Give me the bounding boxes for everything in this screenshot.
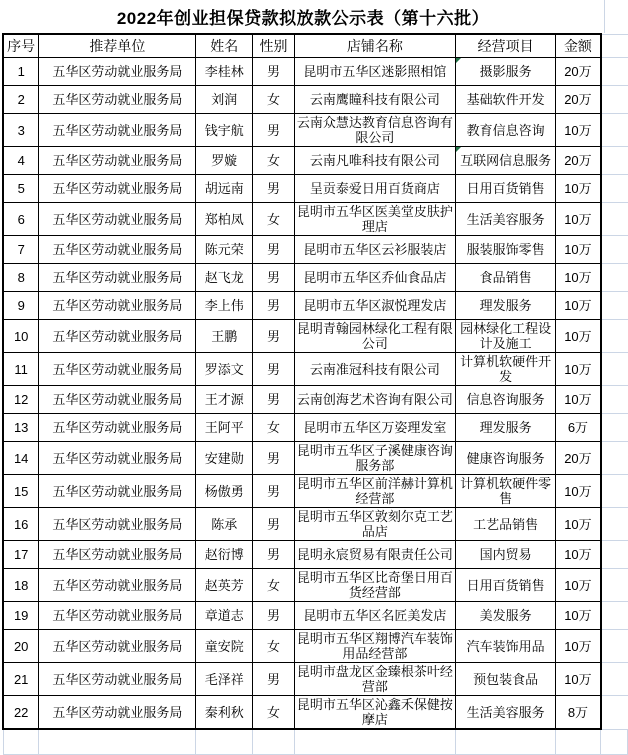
cell-name[interactable]: 童安院 xyxy=(196,630,253,663)
cell-gender[interactable]: 男 xyxy=(253,442,295,475)
cell-shop[interactable]: 昆明青翰园林绿化工程有限公司 xyxy=(294,320,455,353)
cell-serial[interactable]: 15 xyxy=(3,475,39,508)
table-body xyxy=(3,58,628,755)
cell-serial[interactable]: 18 xyxy=(3,569,39,602)
loan-announcement-table xyxy=(2,33,628,755)
table-row xyxy=(3,320,628,353)
cell-amount[interactable]: 20万 xyxy=(556,86,601,114)
cell-unit[interactable]: 五华区劳动就业服务局 xyxy=(39,114,196,147)
cell-serial[interactable]: 19 xyxy=(3,602,39,630)
header-shop[interactable]: 店铺名称 xyxy=(294,34,455,58)
cell-shop[interactable]: 昆明市五华区乔仙食品店 xyxy=(294,264,455,292)
cell-project[interactable]: 基础软件开发 xyxy=(455,86,555,114)
cell-serial[interactable]: 21 xyxy=(3,663,39,696)
cell-project[interactable]: 预包装食品 xyxy=(455,663,555,696)
cell-name[interactable]: 章道志 xyxy=(196,602,253,630)
cell-name[interactable]: 郑柏凤 xyxy=(196,203,253,236)
empty-grid-cell[interactable] xyxy=(601,353,628,386)
table-row xyxy=(3,86,628,114)
cell-unit[interactable]: 五华区劳动就业服务局 xyxy=(39,442,196,475)
table-row xyxy=(3,264,628,292)
cell-shop[interactable]: 云南众慧达教育信息咨询有限公司 xyxy=(294,114,455,147)
empty-grid-cell[interactable] xyxy=(601,58,628,86)
cell-project[interactable]: 互联网信息服务 xyxy=(455,147,555,175)
cell-unit[interactable]: 五华区劳动就业服务局 xyxy=(39,541,196,569)
empty-grid-cell[interactable] xyxy=(601,114,628,147)
cell-unit[interactable]: 五华区劳动就业服务局 xyxy=(39,292,196,320)
cell-shop[interactable]: 云南创海艺术咨询有限公司 xyxy=(294,386,455,414)
cell-name[interactable]: 陈承 xyxy=(196,508,253,541)
cell-amount[interactable]: 10万 xyxy=(556,175,601,203)
cell-project[interactable]: 理发服务 xyxy=(455,414,555,442)
cell-amount[interactable]: 20万 xyxy=(556,58,601,86)
cell-gender[interactable]: 男 xyxy=(253,508,295,541)
cell-gender[interactable]: 女 xyxy=(253,630,295,663)
cell-project[interactable]: 教育信息咨询 xyxy=(455,114,555,147)
cell-shop[interactable]: 云南鹰瞳科技有限公司 xyxy=(294,86,455,114)
cell-shop[interactable]: 昆明市五华区云衫服装店 xyxy=(294,236,455,264)
cell-unit[interactable]: 五华区劳动就业服务局 xyxy=(39,508,196,541)
cell-name[interactable]: 安建勋 xyxy=(196,442,253,475)
cell-amount[interactable]: 8万 xyxy=(556,696,601,730)
empty-grid-cell[interactable] xyxy=(601,729,628,755)
cell-shop[interactable]: 昆明市盘龙区金臻根茶叶经营部 xyxy=(294,663,455,696)
table-row xyxy=(3,353,628,386)
cell-gender[interactable]: 男 xyxy=(253,114,295,147)
cell-shop[interactable]: 云南凡唯科技有限公司 xyxy=(294,147,455,175)
cell-name[interactable]: 毛泽祥 xyxy=(196,663,253,696)
cell-shop[interactable]: 昆明市五华区子溪健康咨询服务部 xyxy=(294,442,455,475)
cell-name[interactable]: 秦利秋 xyxy=(196,696,253,730)
cell-serial[interactable]: 3 xyxy=(3,114,39,147)
cell-gender[interactable]: 男 xyxy=(253,541,295,569)
cell-serial[interactable]: 17 xyxy=(3,541,39,569)
cell-serial[interactable]: 7 xyxy=(3,236,39,264)
cell-project[interactable]: 信息咨询服务 xyxy=(455,386,555,414)
cell-unit[interactable]: 五华区劳动就业服务局 xyxy=(39,175,196,203)
spreadsheet-area xyxy=(2,33,628,755)
cell-shop[interactable]: 昆明市五华区比奇堡日用百货经营部 xyxy=(294,569,455,602)
cell-unit[interactable]: 五华区劳动就业服务局 xyxy=(39,203,196,236)
cell-shop[interactable]: 昆明市五华区万姿理发室 xyxy=(294,414,455,442)
table-row xyxy=(3,602,628,630)
error-indicator-triangle xyxy=(456,58,461,63)
cell-project[interactable]: 计算机软硬件开发 xyxy=(455,353,555,386)
table-row xyxy=(3,569,628,602)
cell-gender[interactable]: 女 xyxy=(253,86,295,114)
cell-shop[interactable]: 昆明永宸贸易有限责任公司 xyxy=(294,541,455,569)
cell-amount[interactable]: 10万 xyxy=(556,663,601,696)
empty-grid-cell[interactable] xyxy=(601,630,628,663)
cell-name[interactable]: 陈元荣 xyxy=(196,236,253,264)
table-row xyxy=(3,442,628,475)
cell-shop[interactable]: 昆明市五华区沁鑫禾保健按摩店 xyxy=(294,696,455,730)
cell-unit[interactable]: 五华区劳动就业服务局 xyxy=(39,320,196,353)
cell-gender[interactable]: 女 xyxy=(253,569,295,602)
table-row xyxy=(3,58,628,86)
cell-serial[interactable]: 6 xyxy=(3,203,39,236)
cell-serial[interactable]: 16 xyxy=(3,508,39,541)
cell-shop[interactable]: 云南准冠科技有限公司 xyxy=(294,353,455,386)
cell-serial[interactable]: 11 xyxy=(3,353,39,386)
cell-name[interactable]: 王才源 xyxy=(196,386,253,414)
cell-unit[interactable]: 五华区劳动就业服务局 xyxy=(39,414,196,442)
cell-gender[interactable]: 男 xyxy=(253,292,295,320)
empty-grid-cell[interactable] xyxy=(601,602,628,630)
empty-grid-cell[interactable] xyxy=(3,729,39,755)
empty-grid-cell[interactable] xyxy=(601,320,628,353)
empty-grid-cell[interactable] xyxy=(601,475,628,508)
cell-amount[interactable]: 10万 xyxy=(556,508,601,541)
error-indicator-triangle xyxy=(456,147,461,152)
empty-grid-cell[interactable] xyxy=(601,292,628,320)
cell-unit[interactable]: 五华区劳动就业服务局 xyxy=(39,264,196,292)
cell-name[interactable]: 罗嫙 xyxy=(196,147,253,175)
cell-serial[interactable]: 14 xyxy=(3,442,39,475)
cell-amount[interactable]: 10万 xyxy=(556,292,601,320)
empty-grid-cell[interactable] xyxy=(601,541,628,569)
cell-gender[interactable]: 男 xyxy=(253,264,295,292)
cell-serial[interactable]: 9 xyxy=(3,292,39,320)
cell-gender[interactable]: 男 xyxy=(253,663,295,696)
empty-grid-cell[interactable] xyxy=(253,729,295,755)
cell-shop[interactable]: 昆明市五华区敦刻尔克工艺品店 xyxy=(294,508,455,541)
cell-unit[interactable]: 五华区劳动就业服务局 xyxy=(39,236,196,264)
cell-project[interactable]: 日用百货销售 xyxy=(455,175,555,203)
cell-amount[interactable]: 20万 xyxy=(556,442,601,475)
empty-grid-cell[interactable] xyxy=(601,696,628,730)
table-row xyxy=(3,292,628,320)
table-row xyxy=(3,414,628,442)
cell-unit[interactable]: 五华区劳动就业服务局 xyxy=(39,696,196,730)
cell-name[interactable]: 赵英芳 xyxy=(196,569,253,602)
cell-name[interactable]: 钱宇航 xyxy=(196,114,253,147)
cell-amount[interactable]: 10万 xyxy=(556,630,601,663)
header-row xyxy=(3,34,628,58)
cell-amount[interactable]: 20万 xyxy=(556,147,601,175)
cell-unit[interactable]: 五华区劳动就业服务局 xyxy=(39,386,196,414)
cell-amount[interactable]: 10万 xyxy=(556,264,601,292)
cell-amount[interactable]: 10万 xyxy=(556,541,601,569)
cell-project[interactable]: 摄影服务 xyxy=(455,58,555,86)
cell-serial[interactable]: 1 xyxy=(3,58,39,86)
cell-name[interactable]: 赵衍博 xyxy=(196,541,253,569)
cell-shop[interactable]: 昆明市五华区翔博汽车装饰用品经营部 xyxy=(294,630,455,663)
cell-gender[interactable]: 男 xyxy=(253,58,295,86)
header-project[interactable]: 经营项目 xyxy=(455,34,555,58)
empty-grid-cell[interactable] xyxy=(294,729,455,755)
table-row xyxy=(3,630,628,663)
cell-amount[interactable]: 10万 xyxy=(556,353,601,386)
cell-amount[interactable]: 10万 xyxy=(556,236,601,264)
cell-shop[interactable]: 昆明市五华区前洋赫计算机经营部 xyxy=(294,475,455,508)
cell-name[interactable]: 罗添文 xyxy=(196,353,253,386)
table-row xyxy=(3,147,628,175)
table-row xyxy=(3,508,628,541)
cell-project[interactable]: 园林绿化工程设计及施工 xyxy=(455,320,555,353)
cell-gender[interactable]: 女 xyxy=(253,147,295,175)
cell-amount[interactable]: 6万 xyxy=(556,414,601,442)
cell-serial[interactable]: 8 xyxy=(3,264,39,292)
cell-gender[interactable]: 男 xyxy=(253,236,295,264)
empty-grid-cell[interactable] xyxy=(601,175,628,203)
header-gender[interactable]: 性别 xyxy=(253,34,295,58)
cell-project[interactable]: 服装服饰零售 xyxy=(455,236,555,264)
cell-gender[interactable]: 男 xyxy=(253,320,295,353)
cell-unit[interactable]: 五华区劳动就业服务局 xyxy=(39,58,196,86)
cell-unit[interactable]: 五华区劳动就业服务局 xyxy=(39,630,196,663)
cell-serial[interactable]: 13 xyxy=(3,414,39,442)
empty-grid-cell[interactable] xyxy=(601,508,628,541)
empty-grid-cell[interactable] xyxy=(556,729,601,755)
empty-grid-cell[interactable] xyxy=(601,86,628,114)
empty-grid-cell[interactable] xyxy=(601,147,628,175)
cell-gender[interactable]: 男 xyxy=(253,353,295,386)
cell-name[interactable]: 胡远南 xyxy=(196,175,253,203)
cell-unit[interactable]: 五华区劳动就业服务局 xyxy=(39,569,196,602)
empty-grid-cell[interactable] xyxy=(601,442,628,475)
empty-grid-cell[interactable] xyxy=(601,386,628,414)
cell-project[interactable]: 国内贸易 xyxy=(455,541,555,569)
cell-serial[interactable]: 20 xyxy=(3,630,39,663)
cell-project[interactable]: 生活美容服务 xyxy=(455,696,555,730)
page-title: 2022年创业担保贷款拟放款公示表（第十六批） xyxy=(116,9,490,28)
header-name[interactable]: 姓名 xyxy=(196,34,253,58)
cell-gender[interactable]: 女 xyxy=(253,203,295,236)
cell-project[interactable]: 日用百货销售 xyxy=(455,569,555,602)
cell-project[interactable]: 计算机软硬件零售 xyxy=(455,475,555,508)
cell-unit[interactable]: 五华区劳动就业服务局 xyxy=(39,663,196,696)
cell-project[interactable]: 生活美容服务 xyxy=(455,203,555,236)
cell-project[interactable]: 理发服务 xyxy=(455,292,555,320)
cell-shop[interactable]: 昆明市五华区名匠美发店 xyxy=(294,602,455,630)
cell-project[interactable]: 食品销售 xyxy=(455,264,555,292)
cell-unit[interactable]: 五华区劳动就业服务局 xyxy=(39,602,196,630)
cell-unit[interactable]: 五华区劳动就业服务局 xyxy=(39,86,196,114)
cell-gender[interactable]: 女 xyxy=(253,414,295,442)
empty-grid-row xyxy=(3,729,628,755)
table-row xyxy=(3,663,628,696)
cell-gender[interactable]: 男 xyxy=(253,175,295,203)
cell-unit[interactable]: 五华区劳动就业服务局 xyxy=(39,353,196,386)
cell-serial[interactable]: 5 xyxy=(3,175,39,203)
cell-project[interactable]: 汽车装饰用品 xyxy=(455,630,555,663)
header-unit[interactable]: 推荐单位 xyxy=(39,34,196,58)
table-row xyxy=(3,114,628,147)
cell-gender[interactable]: 男 xyxy=(253,602,295,630)
cell-project[interactable]: 健康咨询服务 xyxy=(455,442,555,475)
cell-shop[interactable]: 昆明市五华区迷影照相馆 xyxy=(294,58,455,86)
empty-grid-cell[interactable] xyxy=(601,34,628,58)
empty-grid-cell[interactable] xyxy=(601,203,628,236)
table-row xyxy=(3,696,628,730)
empty-grid-cell[interactable] xyxy=(601,236,628,264)
empty-grid-cell[interactable] xyxy=(39,729,196,755)
table-row xyxy=(3,386,628,414)
empty-grid-cell[interactable] xyxy=(601,414,628,442)
empty-grid-cell[interactable] xyxy=(455,729,555,755)
cell-serial[interactable]: 4 xyxy=(3,147,39,175)
cell-unit[interactable]: 五华区劳动就业服务局 xyxy=(39,147,196,175)
cell-amount[interactable]: 10万 xyxy=(556,475,601,508)
empty-grid-cell[interactable] xyxy=(196,729,253,755)
cell-name[interactable]: 王鹏 xyxy=(196,320,253,353)
empty-grid-cell[interactable] xyxy=(601,663,628,696)
cell-serial[interactable]: 12 xyxy=(3,386,39,414)
cell-name[interactable]: 李桂林 xyxy=(196,58,253,86)
cell-name[interactable]: 王阿平 xyxy=(196,414,253,442)
cell-amount[interactable]: 10万 xyxy=(556,386,601,414)
cell-gender[interactable]: 男 xyxy=(253,475,295,508)
header-no[interactable]: 序号 xyxy=(3,34,39,58)
cell-amount[interactable]: 10万 xyxy=(556,203,601,236)
cell-amount[interactable]: 10万 xyxy=(556,602,601,630)
cell-name[interactable]: 杨傲勇 xyxy=(196,475,253,508)
table-row xyxy=(3,203,628,236)
header-amount[interactable]: 金额 xyxy=(556,34,601,58)
cell-serial[interactable]: 2 xyxy=(3,86,39,114)
empty-grid-cell[interactable] xyxy=(601,264,628,292)
table-row xyxy=(3,236,628,264)
cell-shop[interactable]: 昆明市五华区医美堂皮肤护理店 xyxy=(294,203,455,236)
table-row xyxy=(3,175,628,203)
cell-amount[interactable]: 10万 xyxy=(556,114,601,147)
cell-shop[interactable]: 呈贡泰爱日用百货商店 xyxy=(294,175,455,203)
cell-serial[interactable]: 22 xyxy=(3,696,39,730)
table-header xyxy=(3,34,628,58)
cell-name[interactable]: 刘润 xyxy=(196,86,253,114)
cell-name[interactable]: 李上伟 xyxy=(196,292,253,320)
cell-gender[interactable]: 女 xyxy=(253,696,295,730)
empty-grid-cell[interactable] xyxy=(601,569,628,602)
cell-amount[interactable]: 10万 xyxy=(556,320,601,353)
cell-project[interactable]: 美发服务 xyxy=(455,602,555,630)
table-row xyxy=(3,475,628,508)
cell-gender[interactable]: 男 xyxy=(253,386,295,414)
cell-unit[interactable]: 五华区劳动就业服务局 xyxy=(39,475,196,508)
spreadsheet-gridline xyxy=(604,0,605,33)
table-row xyxy=(3,541,628,569)
cell-project[interactable]: 工艺品销售 xyxy=(455,508,555,541)
cell-serial[interactable]: 10 xyxy=(3,320,39,353)
cell-name[interactable]: 赵飞龙 xyxy=(196,264,253,292)
cell-amount[interactable]: 10万 xyxy=(556,569,601,602)
cell-shop[interactable]: 昆明市五华区淑悦理发店 xyxy=(294,292,455,320)
